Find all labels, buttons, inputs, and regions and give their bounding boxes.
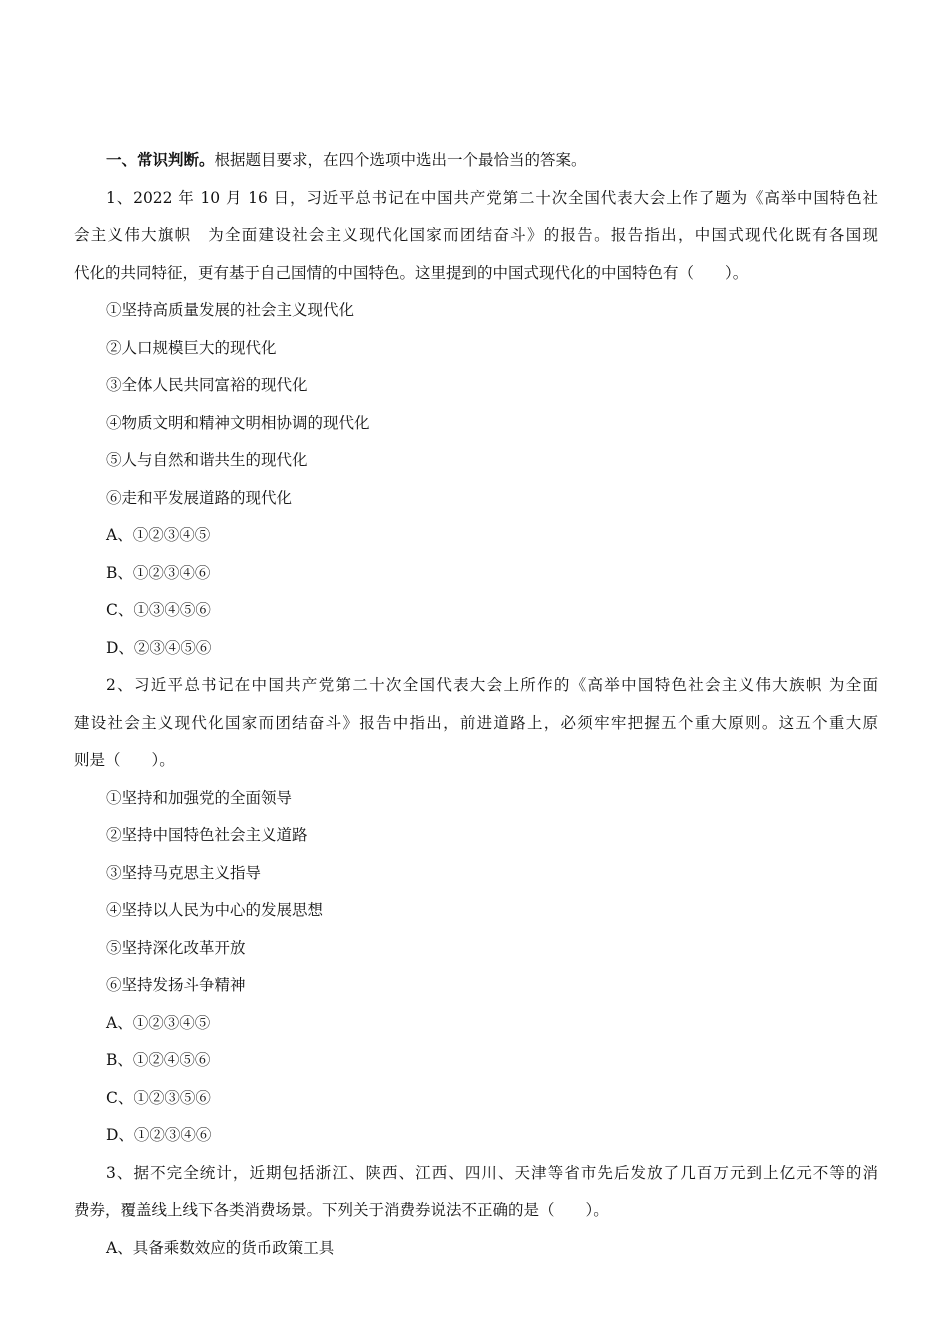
question-3-stem-line: 3、据不完全统计，近期包括浙江、陕西、江西、四川、天津等省市先后发放了几百万元到上亿元不等的消 (106, 1163, 878, 1182)
question-1-item: ⑤人与自然和谐共生的现代化 (106, 451, 308, 469)
question-1-item: ⑥走和平发展道路的现代化 (106, 488, 293, 507)
question-2-option-c: C、①②③⑤⑥ (106, 1088, 211, 1107)
document-body (74, 141, 878, 1267)
question-1-item: ④物质文明和精神文明相协调的现代化 (106, 413, 370, 432)
question-2-item: ④坚持以人民为中心的发展思想 (106, 901, 324, 919)
question-2-item: ②坚持中国特色社会主义道路 (106, 826, 308, 844)
question-2 (74, 667, 878, 780)
question-1-stem-line: 代化的共同特征，更有基于自己国情的中国特色。这里提到的中国式现代化的中国特色有（ ）。 (74, 263, 749, 282)
question-3 (74, 1155, 878, 1230)
question-1-option-a: A、①②③④⑤ (106, 526, 211, 544)
question-1-option-b: B、①②③④⑥ (106, 563, 211, 582)
question-3-stem-line: 费券，覆盖线上线下各类消费场景。下列关于消费券说法不正确的是（ ）。 (74, 1201, 609, 1219)
question-1-stem-line: 会主义伟大旗帜 为全面建设社会主义现代化国家而团结奋斗》的报告。报告指出，中国式现代化既有各国现 (74, 226, 878, 244)
question-2-stem-line: 2、习近平总书记在中国共产党第二十次全国代表大会上所作的《高举中国特色社会主义伟大族帜 为全面 (106, 676, 878, 694)
section-heading (106, 141, 878, 180)
question-3-option-a: A、具备乘数效应的货币政策工具 (106, 1238, 335, 1257)
question-2-item: ①坚持和加强党的全面领导 (106, 788, 293, 807)
question-2-stem-line: 则是（ ）。 (74, 751, 175, 769)
question-2-item: ⑥坚持发扬斗争精神 (106, 976, 246, 994)
question-1-option-c: C、①③④⑤⑥ (106, 601, 211, 619)
question-2-item: ⑤坚持深化改革开放 (106, 938, 246, 957)
question-2-option-d: D、①②③④⑥ (106, 1126, 212, 1144)
question-2-option-a: A、①②③④⑤ (106, 1013, 211, 1032)
question-1-stem-line: 1、2022 年 10 月 16 日，习近平总书记在中国共产党第二十次全国代表大会上作了题为《高举中国特色社 (106, 188, 878, 207)
question-1-item: ①坚持高质量发展的社会主义现代化 (106, 301, 355, 319)
question-2-stem-line: 建设社会主义现代化国家而团结奋斗》报告中指出，前进道路上，必须牢牢把握五个重大原则。这五个重大原 (74, 713, 878, 732)
question-1 (74, 180, 878, 293)
question-1-option-d: D、②③④⑤⑥ (106, 638, 212, 657)
question-1-item: ③全体人民共同富裕的现代化 (106, 376, 308, 394)
question-2-option-b: B、①②④⑤⑥ (106, 1051, 211, 1069)
question-1-item: ②人口规模巨大的现代化 (106, 338, 277, 357)
question-2-item: ③坚持马克思主义指导 (106, 863, 262, 882)
section-instruction: 根据题目要求，在四个选项中选出一个最恰当的答案。 (214, 151, 587, 169)
section-title: 一、常识判断。 (106, 150, 215, 169)
